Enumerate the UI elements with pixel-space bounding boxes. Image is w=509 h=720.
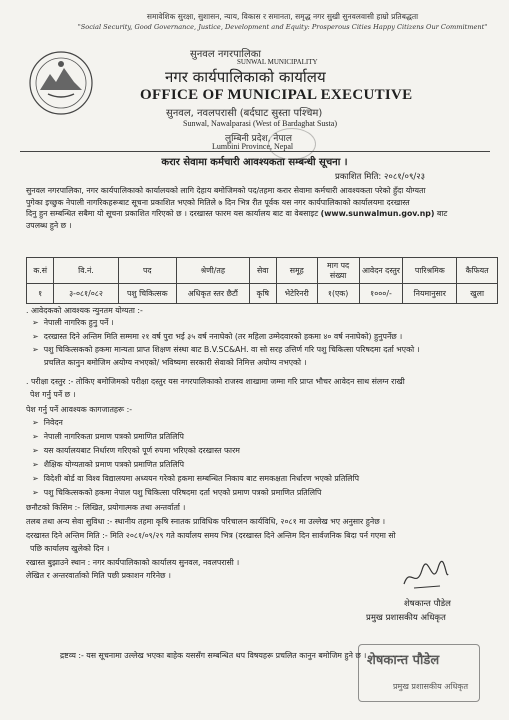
table-header-row bbox=[27, 258, 498, 284]
municipality-name-en: SUNWAL MUNICIPALITY bbox=[237, 58, 318, 66]
table-cell: नियमानुसार bbox=[403, 284, 457, 304]
signatory-name: शेषकान्त पौडेल bbox=[404, 599, 451, 609]
document-item: ➢ यस कार्यालयबाट निर्धारण गरिएको पूर्ण रुपमा भरिएको दरखास्त फारम bbox=[32, 446, 240, 455]
intro-paragraph bbox=[26, 185, 496, 231]
col-header: सेवा bbox=[249, 258, 276, 284]
document-item: ➢ निवेदन bbox=[32, 418, 63, 427]
table-cell: खुला bbox=[457, 284, 498, 304]
office-name-np: नगर कार्यपालिकाको कार्यालय bbox=[165, 68, 326, 86]
table-cell: १०००/- bbox=[359, 284, 403, 304]
documents-heading: पेश गर्नु पर्ने आवश्यक कागजातहरू :- bbox=[26, 405, 133, 414]
official-stamp bbox=[358, 644, 480, 702]
arrow-bullet-icon: ➢ bbox=[32, 460, 39, 469]
published-date: प्रकाशित मिति: २०८१/०९/२३ bbox=[335, 172, 426, 182]
address-en: Sunwal, Nawalparasi (West of Bardaghat Susta) bbox=[183, 119, 337, 128]
table-cell: पशु चिकित्सक bbox=[118, 284, 176, 304]
header-divider bbox=[20, 151, 490, 152]
municipality-name-np: सुनवल नगरपालिका bbox=[190, 49, 262, 60]
arrow-bullet-icon: ➢ bbox=[32, 418, 39, 427]
motto-english: "Social Security, Good Governance, Justice, Development and Equity: Prosperous Cities Happy Citizens Our Commitment" bbox=[77, 23, 488, 31]
col-header: कैफियत bbox=[457, 258, 498, 284]
arrow-bullet-icon: ➢ bbox=[32, 474, 39, 483]
col-header: क.सं bbox=[27, 258, 54, 284]
arrow-bullet-icon: ➢ bbox=[32, 345, 39, 354]
document-item: ➢ पशु चिकित्सकको हकमा नेपाल पशु चिकित्सा परिषदमा दर्ता भएको प्रमाण पत्रको प्रमाणित प्रतिलिपि bbox=[32, 488, 322, 497]
document-item: ➢ विदेशी बोर्ड वा विश्व विद्यालयमा अध्ययन गरेको हकमा सम्बन्धित निकाय बाट समकक्षता निर्धारण भएको प्रतिलिपि bbox=[32, 474, 360, 483]
col-header: पारिश्रमिक bbox=[403, 258, 457, 284]
intro-line: पुगेका इच्छुक नेपाली नागरिकहरूबाट सूचना प्रकाशित भएको मितिले ७ दिन भित्र रीत पूर्वक यस नगर कार्यपालिकाको कार्यालयमा दरखास्त bbox=[26, 197, 410, 207]
province-np: लुम्बिनी प्रदेश, नेपाल bbox=[225, 134, 292, 144]
qualification-item: ➢ पशु चिकित्सकको हकमा मान्यता प्राप्त शिक्षण संस्था बाट B.V.SC&AH. वा सो सरह उत्तिर्ण गरि पशु चिकित्सा परिषदमा दर्ता भएको । bbox=[32, 345, 420, 354]
qualification-item: प्रचलित कानुन बमोजिम अयोग्य नभएको/ भविष्यमा सरकारी सेवाको निमित्त अयोग्य नभएको । bbox=[44, 358, 307, 367]
document-item: ➢ नेपाली नागरिकता प्रमाण पत्रको प्रमाणित प्रतिलिपि bbox=[32, 432, 184, 441]
exam-fee-line: . परीक्षा दस्तुर :- तोकिए बमोजिमको परीक्षा दस्तुर यस नगरपालिकाको राजस्व शाखामा जम्मा गरि प्राप्त भौचर आवेदन साथ संलग्न राखी bbox=[26, 377, 405, 386]
address-np: सुनवल, नवलपरासी (बर्दघाट सुस्ता पश्चिम) bbox=[166, 108, 323, 119]
col-header: पद bbox=[118, 258, 176, 284]
arrow-bullet-icon: ➢ bbox=[32, 432, 39, 441]
table-row bbox=[27, 284, 498, 304]
notice-title: करार सेवामा कर्मचारी आवश्यकता सम्बन्धी सूचना । bbox=[161, 157, 348, 168]
province-en: Lumbini Province, Nepal bbox=[212, 142, 294, 151]
qualification-item: ➢ दरखास्त दिने अन्तिम मिति सम्ममा २१ वर्ष पुरा भई ३५ वर्ष ननाघेको (तर महिला उम्मेदवारको हकमा ४० वर्ष ननाघेको) हुनुपर्नेछ । bbox=[32, 332, 403, 341]
col-header: आवेदन दस्तुर bbox=[359, 258, 403, 284]
footnote: द्रष्टव्य :- यस सूचनामा उल्लेख भएका बाहेक यससँग सम्बन्धित थप विषयहरू प्रचलित कानुन बमोजिम हुने छ । bbox=[60, 651, 367, 660]
qualification-item: ➢ नेपाली नागरिक हुनु पर्ने । bbox=[32, 318, 114, 327]
website-link[interactable]: (www.sunwalmun.gov.np) bbox=[320, 209, 435, 218]
deadline-line: दरखास्त दिने अन्तिम मिति :- मिति २०८१/०९/२९ गते कार्यालय समय भित्र (दरखास्त दिने अन्तिम दिन सार्वजनिक बिदा पर्न गएमा सो bbox=[26, 531, 396, 540]
document-item: ➢ शैक्षिक योग्यताको प्रमाण पत्रको प्रमाणित प्रतिलिपि bbox=[32, 460, 185, 469]
table-cell: ३-०८१/०८२ bbox=[54, 284, 118, 304]
motto-nepali: समावेशिक सुरक्षा, सुशासन, न्याय, विकास र समानता, समृद्ध नगर सुखी सुनवलवासी हाम्रो प्रतिबद्धता bbox=[146, 12, 419, 21]
deadline-line: पछि कार्यालय खुलेको दिन । bbox=[30, 544, 110, 553]
col-header: समूह bbox=[276, 258, 317, 284]
intro-line: सुनवल नगरपालिका, नगर कार्यपालिकाको कार्यालयको लागि देहाय बमोजिमको पद/तहमा करार सेवामा कर्मचारी आवश्यकता परेको हुँदा योग्यता bbox=[26, 186, 426, 195]
col-header: वि.नं. bbox=[54, 258, 118, 284]
arrow-bullet-icon: ➢ bbox=[32, 446, 39, 455]
office-name-en: OFFICE OF MUNICIPAL EXECUTIVE bbox=[140, 87, 413, 103]
stamp-title: प्रमुख प्रशासकीय अधिकृत bbox=[393, 682, 469, 691]
arrow-bullet-icon: ➢ bbox=[32, 488, 39, 497]
vacancy-table bbox=[26, 257, 498, 304]
exam-date-note: लेखित र अन्तरवार्ताको मिति पछी प्रकाशन गरिनेछ । bbox=[26, 571, 171, 580]
motto bbox=[60, 12, 505, 32]
intro-line: दिनु हुन सम्बन्धित सबैमा यो सूचना प्रकाशित गरिएको छ । दरखास्त फारम यस कार्यालय बाट वा वेबसाइट (www.sunwalmun.gov.np) बाट bbox=[26, 209, 448, 218]
col-header: माग पद संख्या bbox=[317, 258, 359, 284]
salary-line: तलब तथा अन्य सेवा सुविधा :- स्थानीय तहमा कृषि स्नातक प्राविधिक परिचालन कार्यविधि, २०८१ मा उल्लेख भए अनुसार हुनेछ । bbox=[26, 517, 386, 526]
table-cell: १(एक) bbox=[317, 284, 359, 304]
intro-line: उपलब्ध हुने छ । bbox=[26, 220, 72, 230]
table-cell: अधिकृत स्तर छैटौं bbox=[176, 284, 249, 304]
submission-place: रखास्त बुझाउने स्थान : नगर कार्यपालिकाको कार्यालय सुनवल, नवलपरासी । bbox=[26, 558, 240, 567]
municipality-logo bbox=[28, 50, 94, 116]
table-cell: भेटेरिनरी bbox=[276, 284, 317, 304]
selection-type: छनौटको किसिम :- लिखित, प्रयोगात्मक तथा अन्तर्वार्ता । bbox=[26, 503, 186, 512]
qualification-heading: . आवेदकको आवश्यक न्युनतम योग्यता :- bbox=[26, 306, 143, 315]
table-cell: कृषि bbox=[249, 284, 276, 304]
arrow-bullet-icon: ➢ bbox=[32, 332, 39, 341]
signature-scribble bbox=[400, 560, 450, 592]
stamp-name: शेषकान्त पौडेल bbox=[367, 653, 440, 668]
col-header: श्रेणी/तह bbox=[176, 258, 249, 284]
signatory-title: प्रमुख प्रशासकीय अधिकृत bbox=[366, 613, 446, 623]
exam-fee-line: पेश गर्नु पर्ने छ । bbox=[30, 390, 76, 399]
arrow-bullet-icon: ➢ bbox=[32, 318, 39, 327]
table-cell: १ bbox=[27, 284, 54, 304]
